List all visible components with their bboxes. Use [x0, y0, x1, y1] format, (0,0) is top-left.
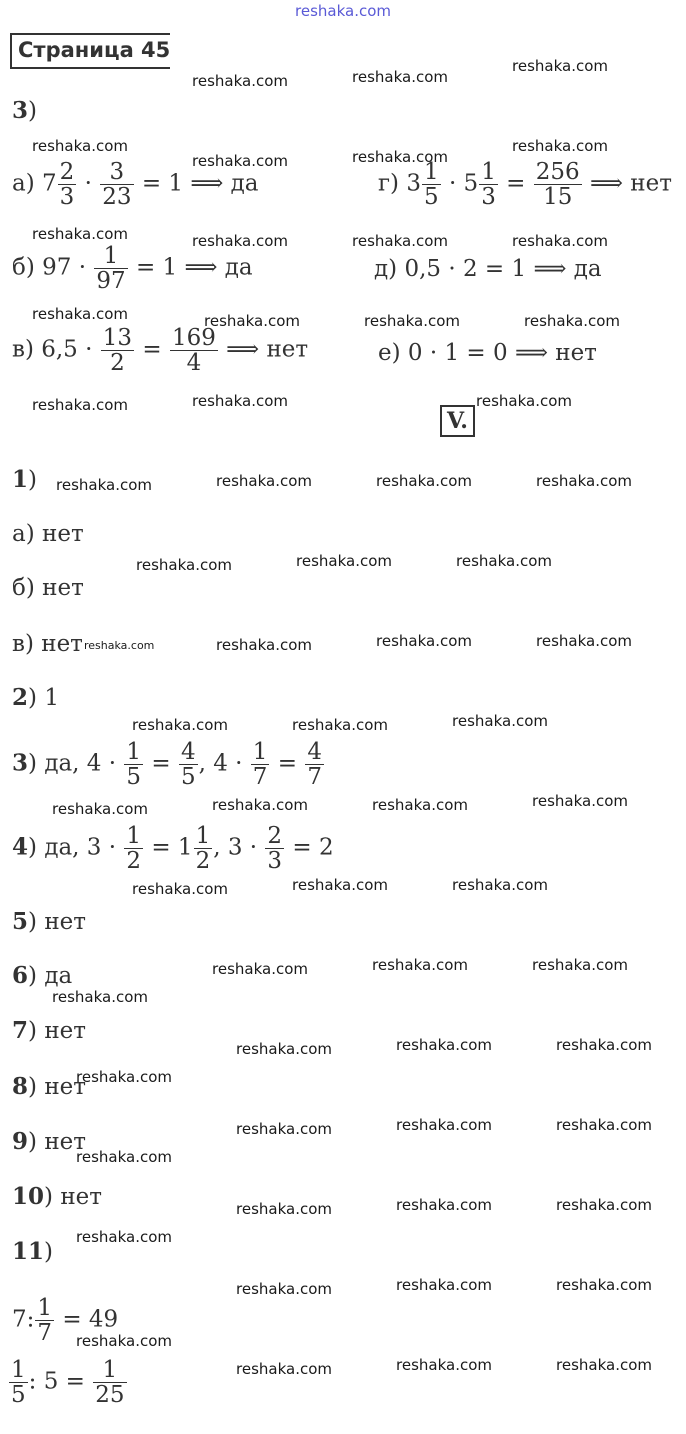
task-3v: в) 6,5 · $\frac{13}{2}$ = $\frac{169}{4}$ ⟹ нет	[12, 325, 309, 376]
watermark: reshaka.com	[452, 712, 548, 730]
item-9: 9) нет	[12, 1128, 86, 1155]
section-3-number: 3)	[12, 97, 37, 124]
watermark: reshaka.com	[292, 716, 388, 734]
watermark: reshaka.com	[32, 225, 128, 243]
watermark: reshaka.com	[136, 556, 232, 574]
item-11-expr-1: 7: $\frac{1}{7}$ = 49	[12, 1295, 119, 1346]
watermark: reshaka.com	[192, 72, 288, 90]
watermark: reshaka.com	[532, 956, 628, 974]
watermark: reshaka.com	[512, 137, 608, 155]
item-5: 5) нет	[12, 908, 86, 935]
item-1v: в) нет	[12, 631, 83, 657]
watermark: reshaka.com	[556, 1116, 652, 1134]
watermark: reshaka.com	[536, 472, 632, 490]
watermark: reshaka.com	[236, 1040, 332, 1058]
watermark: reshaka.com	[396, 1116, 492, 1134]
watermark: reshaka.com	[396, 1036, 492, 1054]
watermark: reshaka.com	[32, 305, 128, 323]
item-6: 6) да	[12, 962, 73, 989]
watermark: reshaka.com	[536, 632, 632, 650]
item-8: 8) нет	[12, 1073, 86, 1100]
watermark: reshaka.com	[372, 796, 468, 814]
item-1a: а) нет	[12, 521, 84, 547]
watermark: reshaka.com	[296, 552, 392, 570]
watermark: reshaka.com	[352, 232, 448, 250]
watermark: reshaka.com	[236, 1200, 332, 1218]
watermark: reshaka.com	[76, 1228, 172, 1246]
watermark: reshaka.com	[456, 552, 552, 570]
watermark: reshaka.com	[236, 1120, 332, 1138]
item-2: 2) 1	[12, 684, 59, 711]
item-11: 11)	[12, 1238, 53, 1265]
watermark: reshaka.com	[76, 1332, 172, 1350]
item-4: 4) да, 3 · $\frac{1}{2}$ = 1 $\frac{1}{2}$ , 3 · $\frac{2}{3}$ = 2	[12, 823, 334, 874]
watermark: reshaka.com	[32, 137, 128, 155]
section-roman-v: V.	[440, 405, 475, 437]
watermark: reshaka.com	[52, 988, 148, 1006]
watermark: reshaka.com	[512, 57, 608, 75]
watermark: reshaka.com	[56, 476, 152, 494]
item-1b: б) нет	[12, 575, 84, 601]
watermark: reshaka.com	[452, 876, 548, 894]
watermark: reshaka.com	[396, 1196, 492, 1214]
watermark: reshaka.com	[132, 880, 228, 898]
watermark: reshaka.com	[212, 796, 308, 814]
watermark: reshaka.com	[352, 68, 448, 86]
watermark: reshaka.com	[192, 152, 288, 170]
watermark: reshaka.com	[512, 232, 608, 250]
watermark: reshaka.com	[556, 1036, 652, 1054]
item-3: 3) да, 4 · $\frac{1}{5}$ = $\frac{4}{5}$ , 4 · $\frac{1}{7}$ = $\frac{4}{7}$	[12, 739, 322, 790]
watermark: reshaka.com	[84, 639, 155, 652]
watermark: reshaka.com	[292, 876, 388, 894]
watermark: reshaka.com	[192, 232, 288, 250]
watermark: reshaka.com	[364, 312, 460, 330]
watermark: reshaka.com	[216, 472, 312, 490]
watermark: reshaka.com	[556, 1196, 652, 1214]
watermark: reshaka.com	[236, 1360, 332, 1378]
item-11-expr-2: $\frac{1}{5}$ : 5 = $\frac{1}{25}$	[11, 1357, 125, 1408]
watermark: reshaka.com	[236, 1280, 332, 1298]
watermark: reshaka.com	[376, 472, 472, 490]
watermark: reshaka.com	[216, 636, 312, 654]
site-watermark-top[interactable]: reshaka.com	[295, 2, 391, 20]
watermark: reshaka.com	[192, 392, 288, 410]
watermark: reshaka.com	[76, 1148, 172, 1166]
item-1: 1)	[12, 466, 37, 493]
watermark: reshaka.com	[556, 1276, 652, 1294]
watermark: reshaka.com	[76, 1068, 172, 1086]
watermark: reshaka.com	[556, 1356, 652, 1374]
watermark: reshaka.com	[524, 312, 620, 330]
watermark: reshaka.com	[212, 960, 308, 978]
watermark: reshaka.com	[352, 148, 448, 166]
watermark: reshaka.com	[396, 1276, 492, 1294]
page-header	[10, 33, 170, 69]
watermark: reshaka.com	[532, 792, 628, 810]
watermark: reshaka.com	[376, 632, 472, 650]
watermark: reshaka.com	[204, 312, 300, 330]
watermark: reshaka.com	[476, 392, 572, 410]
watermark: reshaka.com	[396, 1356, 492, 1374]
task-3e: е) 0 · 1 = 0 ⟹ нет	[378, 340, 597, 366]
watermark: reshaka.com	[52, 800, 148, 818]
watermark: reshaka.com	[32, 396, 128, 414]
item-7: 7) нет	[12, 1017, 86, 1044]
item-10: 10) нет	[12, 1183, 102, 1210]
task-3g: г) 3 $\frac{1}{5}$ · 5 $\frac{1}{3}$ = $\frac{256}{15}$ ⟹ нет	[378, 159, 672, 210]
task-3a: а) 7 $\frac{2}{3}$ · $\frac{3}{23}$ = 1 ⟹ да	[12, 159, 259, 210]
watermark: reshaka.com	[132, 716, 228, 734]
watermark: reshaka.com	[372, 956, 468, 974]
task-3d: д) 0,5 · 2 = 1 ⟹ да	[374, 256, 602, 282]
task-3b: б) 97 · $\frac{1}{97}$ = 1 ⟹ да	[12, 243, 253, 294]
page-title: Страница 45	[18, 38, 171, 62]
